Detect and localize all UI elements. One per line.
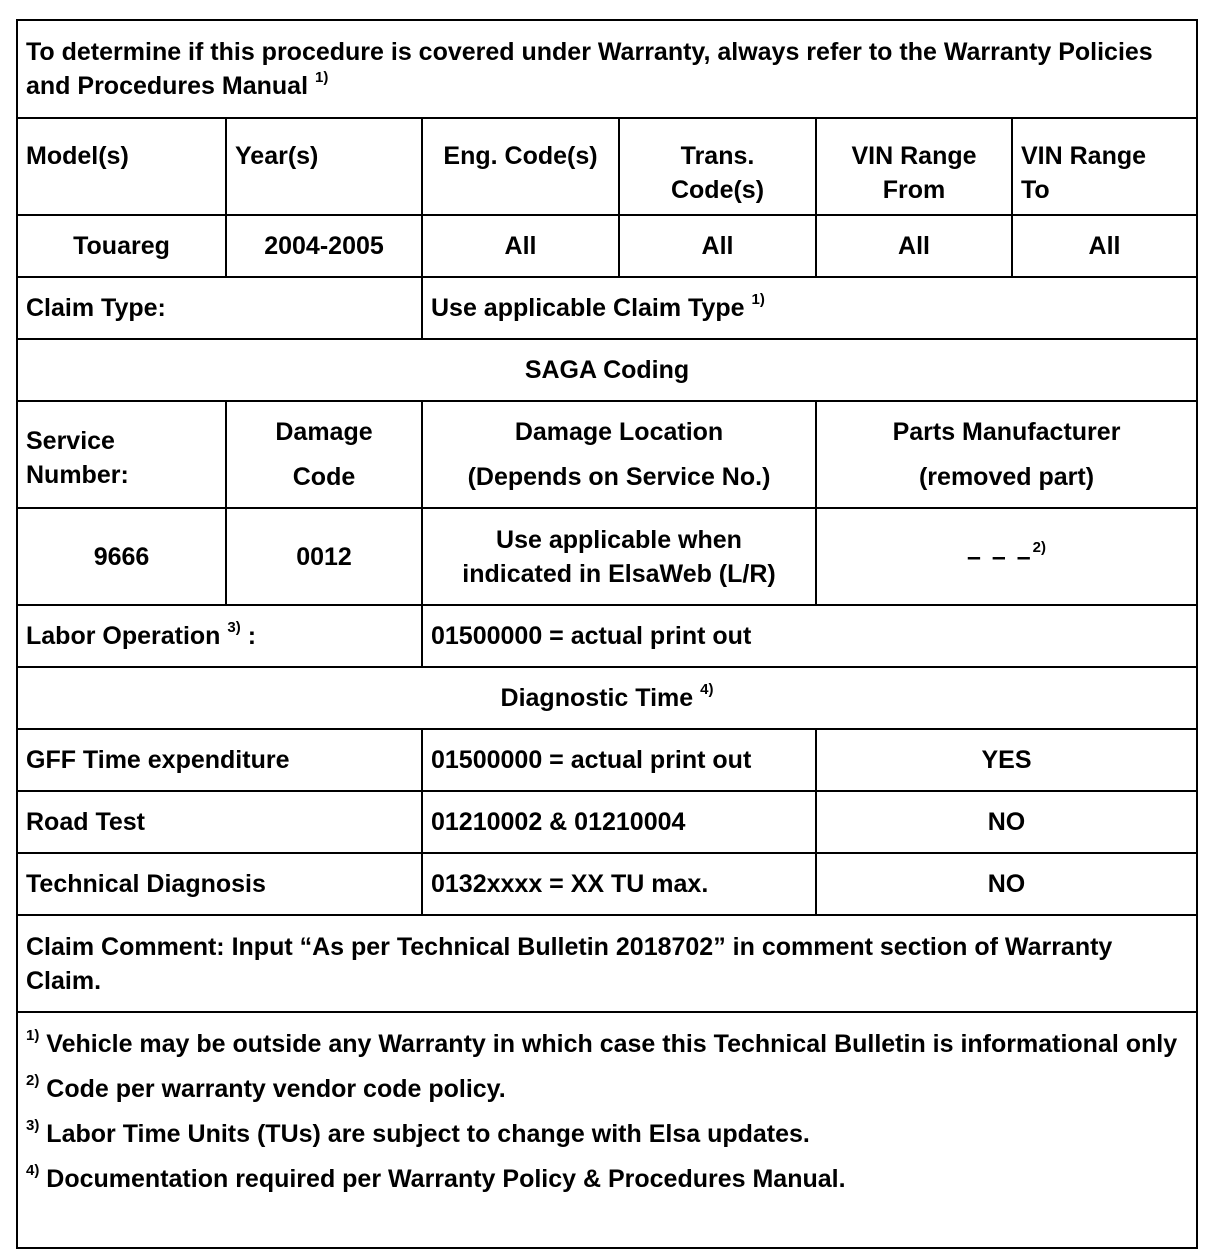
header-eng-codes: Eng. Code(s) (422, 118, 619, 215)
intro-footnote-mark: 1) (314, 68, 329, 86)
header-trans-codes: Trans. Code(s) (619, 118, 816, 215)
diagnostic-item-name: GFF Time expenditure (17, 729, 422, 791)
vehicle-header-row (17, 118, 1197, 215)
header-damage-code: Damage Code (226, 401, 422, 508)
header-models: Model(s) (17, 118, 226, 215)
footnote-text: Vehicle may be outside any Warranty in which case this Technical Bulletin is informational only (46, 1030, 1178, 1058)
footnote-mark: 4) (26, 1161, 40, 1179)
diagnostic-title-cell (17, 667, 1197, 729)
service-number-value: 9666 (17, 508, 226, 605)
diagnostic-title: Diagnostic Time (500, 684, 694, 712)
parts-manufacturer-value-cell (816, 508, 1197, 605)
footnotes-cell (17, 1012, 1197, 1248)
header-parts-manufacturer-line2: (removed part) (918, 462, 1095, 491)
footnote-text: Documentation required per Warranty Policy & Procedures Manual. (46, 1165, 846, 1193)
model-value: Touareg (17, 215, 226, 277)
diagnostic-footnote-mark: 4) (700, 680, 714, 698)
warranty-table (16, 19, 1198, 1249)
labor-row (17, 605, 1197, 667)
parts-manufacturer-value: – – – (967, 542, 1033, 571)
diagnostic-item-code: 01210002 & 01210004 (422, 791, 816, 853)
footnote (26, 1027, 1188, 1061)
labor-label-cell (17, 605, 422, 667)
labor-value: 01500000 = actual print out (422, 605, 1197, 667)
table-row (17, 853, 1197, 915)
table-row (17, 791, 1197, 853)
claim-type-footnote-mark: 1) (751, 290, 765, 308)
vin-to-value: All (1012, 215, 1197, 277)
damage-location-value: Use applicable when indicated in ElsaWeb (L/R) (422, 508, 816, 605)
intro-cell (17, 20, 1197, 118)
eng-codes-value: All (422, 215, 619, 277)
claim-type-value-cell (422, 277, 1197, 339)
diagnostic-item-code: 01500000 = actual print out (422, 729, 816, 791)
saga-title-row (17, 339, 1197, 401)
claim-type-label: Claim Type: (17, 277, 422, 339)
footnote (26, 1072, 1188, 1106)
claim-type-row (17, 277, 1197, 339)
header-parts-manufacturer-line1: Parts Manufacturer (892, 417, 1121, 446)
saga-header-row (17, 401, 1197, 508)
claim-comment-row (17, 915, 1197, 1012)
intro-row (17, 20, 1197, 118)
saga-title: SAGA Coding (17, 339, 1197, 401)
table-row (17, 729, 1197, 791)
claim-type-value: Use applicable Claim Type (431, 294, 745, 322)
header-parts-manufacturer (816, 401, 1197, 508)
header-years: Year(s) (226, 118, 422, 215)
years-value: 2004-2005 (226, 215, 422, 277)
header-damage-location-line1: Damage Location (514, 417, 724, 446)
parts-manufacturer-footnote-mark: 2) (1032, 539, 1046, 557)
footnote-mark: 2) (26, 1071, 40, 1089)
header-service-number: Service Number: (17, 401, 226, 508)
vin-from-value: All (816, 215, 1012, 277)
claim-comment: Claim Comment: Input “As per Technical Bulletin 2018702” in comment section of Warranty Claim. (17, 915, 1197, 1012)
diagnostic-item-flag: NO (816, 853, 1197, 915)
diagnostic-title-row (17, 667, 1197, 729)
diagnostic-item-flag: NO (816, 791, 1197, 853)
footnote-text: Labor Time Units (TUs) are subject to change with Elsa updates. (46, 1120, 810, 1148)
footnote (26, 1117, 1188, 1151)
diagnostic-item-name: Road Test (17, 791, 422, 853)
labor-footnote-mark: 3) (227, 618, 241, 636)
trans-codes-value: All (619, 215, 816, 277)
diagnostic-item-name: Technical Diagnosis (17, 853, 422, 915)
labor-label: Labor Operation (26, 622, 221, 650)
intro-text: To determine if this procedure is covered under Warranty, always refer to the Warranty Policies and Procedures Manual (26, 38, 1153, 100)
footnote-text: Code per warranty vendor code policy. (46, 1075, 506, 1103)
diagnostic-item-flag: YES (816, 729, 1197, 791)
header-damage-location-line2: (Depends on Service No.) (467, 462, 771, 491)
footnote-mark: 3) (26, 1116, 40, 1134)
header-vin-to: VIN Range To (1012, 118, 1197, 215)
header-damage-location (422, 401, 816, 508)
footnotes-row (17, 1012, 1197, 1248)
footnote-mark: 1) (26, 1026, 40, 1044)
vehicle-data-row (17, 215, 1197, 277)
saga-data-row (17, 508, 1197, 605)
damage-code-value: 0012 (226, 508, 422, 605)
labor-label-suffix: : (247, 622, 257, 650)
header-vin-from: VIN Range From (816, 118, 1012, 215)
footnote (26, 1162, 1188, 1196)
diagnostic-item-code: 0132xxxx = XX TU max. (422, 853, 816, 915)
